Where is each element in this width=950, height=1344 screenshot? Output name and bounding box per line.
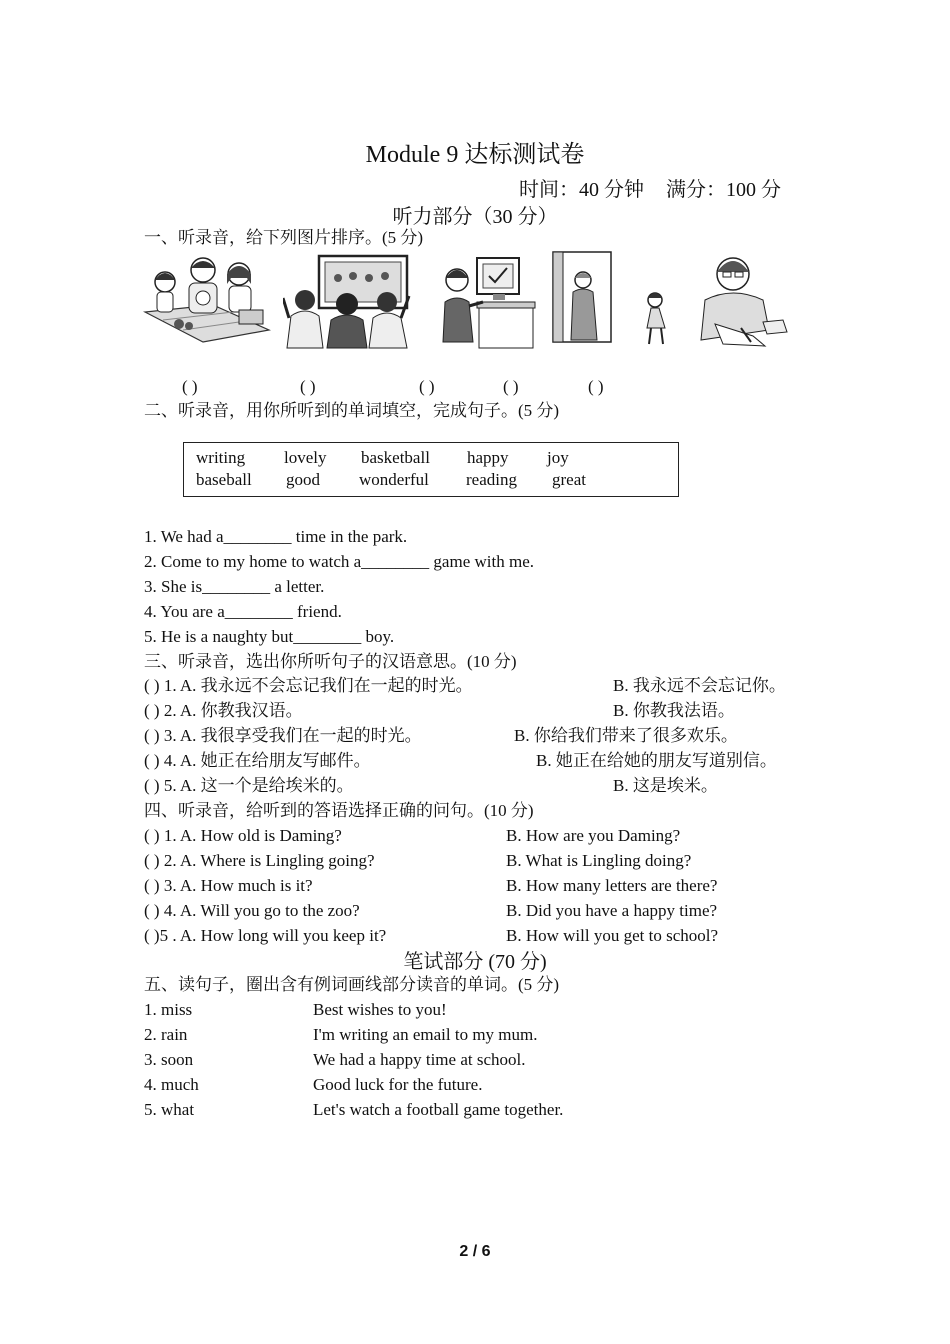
s4-item-5-a: ( )5 . A. How long will you keep it?: [144, 926, 387, 945]
time-limit: 时间：40 分钟: [519, 179, 644, 201]
s5-word-5: 5. what: [144, 1100, 195, 1119]
word-bank-row-2: [196, 470, 586, 490]
s5-sentence-1: Best wishes to you!: [313, 1000, 447, 1019]
section2-title: 二、听录音，用你所听到的单词填空，完成句子。(5 分): [144, 401, 560, 420]
exam-meta: [519, 173, 803, 202]
word-item: great: [552, 470, 586, 489]
s3-item-4-a: ( ) 4. A. 她正在给朋友写邮件。: [144, 751, 371, 770]
s3-item-2-a: ( ) 2. A. 你教我汉语。: [144, 701, 303, 720]
fill-sentence-5: 5. He is a naughty but________ boy.: [144, 627, 395, 646]
word-item: reading: [466, 470, 517, 489]
word-item: wonderful: [359, 470, 429, 489]
family-picnic-picture: [143, 250, 271, 350]
s3-item-3-b: B. 你给我们带来了很多欢乐。: [514, 726, 738, 745]
full-score: 满分：100 分: [666, 179, 781, 201]
man-writing-picture: [693, 250, 793, 350]
word-bank-row-1: [196, 448, 569, 468]
s5-word-2: 2. rain: [144, 1025, 188, 1044]
writing-part-heading: 笔试部分 (70 分): [403, 951, 547, 973]
boy-computer-picture: [439, 250, 539, 350]
section3-title: 三、听录音，选出你所听句子的汉语意思。(10 分): [144, 652, 517, 671]
s3-item-4-b: B. 她正在给她的朋友写道别信。: [536, 751, 777, 770]
answer-bracket-2[interactable]: ( ): [300, 377, 316, 396]
picture-row: [143, 250, 793, 352]
s5-word-4: 4. much: [144, 1075, 199, 1094]
word-item: happy: [467, 448, 509, 467]
word-item: joy: [547, 448, 569, 467]
fill-sentence-2: 2. Come to my home to watch a________ game with me.: [144, 552, 534, 571]
s4-item-4-b: B. Did you have a happy time?: [506, 901, 718, 920]
watching-tv-picture: [283, 250, 411, 350]
section4-title: 四、听录音，给听到的答语选择正确的问句。(10 分): [144, 801, 534, 820]
listening-part-heading: 听力部分（30 分）: [392, 206, 558, 228]
s4-item-2-a: ( ) 2. A. Where is Lingling going?: [144, 851, 375, 870]
word-item: basketball: [361, 448, 430, 467]
answer-bracket-5[interactable]: ( ): [588, 377, 604, 396]
s5-sentence-5: Let's watch a football game together.: [313, 1100, 564, 1119]
grandma-girl-picture: [551, 250, 671, 350]
word-item: writing: [196, 448, 246, 467]
s3-item-5-b: B. 这是埃米。: [613, 776, 718, 795]
section1-title: 一、听录音，给下列图片排序。(5 分): [144, 228, 424, 247]
s4-item-5-b: B. How will you get to school?: [506, 926, 719, 945]
s5-sentence-2: I'm writing an email to my mum.: [313, 1025, 538, 1044]
answer-bracket-4[interactable]: ( ): [503, 377, 519, 396]
s5-word-1: 1. miss: [144, 1000, 193, 1019]
s4-item-1-b: B. How are you Daming?: [506, 826, 681, 845]
s5-sentence-3: We had a happy time at school.: [313, 1050, 526, 1069]
s3-item-3-a: ( ) 3. A. 我很享受我们在一起的时光。: [144, 726, 422, 745]
word-item: good: [286, 470, 320, 489]
s3-item-1-b: B. 我永远不会忘记你。: [613, 676, 786, 695]
s4-item-3-b: B. How many letters are there?: [506, 876, 718, 895]
s3-item-2-b: B. 你教我法语。: [613, 701, 735, 720]
s3-item-5-a: ( ) 5. A. 这一个是给埃米的。: [144, 776, 354, 795]
section5-title: 五、读句子，圈出含有例词画线部分读音的单词。(5 分): [144, 975, 560, 994]
s4-item-4-a: ( ) 4. A. Will you go to the zoo?: [144, 901, 360, 920]
s5-sentence-4: Good luck for the future.: [313, 1075, 483, 1094]
fill-sentence-1: 1. We had a________ time in the park.: [144, 527, 408, 546]
s3-item-1-a: ( ) 1. A. 我永远不会忘记我们在一起的时光。: [144, 676, 473, 695]
s4-item-2-b: B. What is Lingling doing?: [506, 851, 692, 870]
page-title: Module 9 达标测试卷: [365, 142, 585, 168]
page-number: 2 / 6: [459, 1243, 491, 1260]
word-item: baseball: [196, 470, 252, 489]
s5-word-3: 3. soon: [144, 1050, 194, 1069]
answer-bracket-1[interactable]: ( ): [182, 377, 198, 396]
word-bank: [183, 442, 679, 497]
s4-item-1-a: ( ) 1. A. How old is Daming?: [144, 826, 342, 845]
word-item: lovely: [284, 448, 327, 467]
fill-sentence-3: 3. She is________ a letter.: [144, 577, 325, 596]
answer-bracket-3[interactable]: ( ): [419, 377, 435, 396]
fill-sentence-4: 4. You are a________ friend.: [144, 602, 342, 621]
s4-item-3-a: ( ) 3. A. How much is it?: [144, 876, 313, 895]
